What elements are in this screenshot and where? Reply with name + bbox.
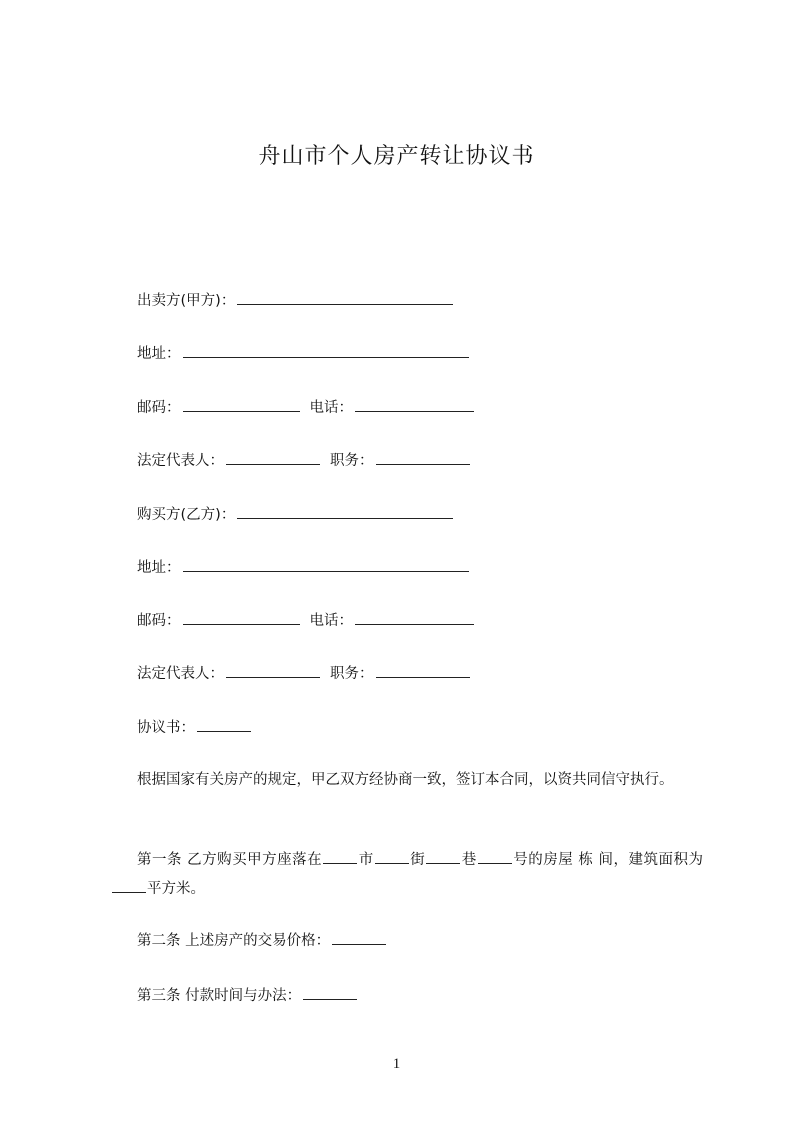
article-2-label: 第二条 上述房产的交易价格： xyxy=(137,933,331,949)
seller-party-line xyxy=(137,290,453,311)
buyer-party-line xyxy=(137,504,453,525)
agreement-line xyxy=(137,717,251,738)
agreement-label: 协议书： xyxy=(137,720,195,736)
number-blank xyxy=(478,849,512,864)
article-1-part-6: 平方米。 xyxy=(147,881,205,897)
article-1-paragraph xyxy=(111,846,703,904)
buyer-position-label: 职务： xyxy=(330,666,374,682)
seller-party-label: 出卖方(甲方)： xyxy=(137,293,236,309)
payment-blank xyxy=(303,985,357,1000)
buyer-position-blank xyxy=(376,663,470,678)
buyer-party-blank xyxy=(237,504,453,519)
seller-rep-blank xyxy=(226,450,320,465)
seller-phone-blank xyxy=(355,397,474,412)
buyer-party-label: 购买方(乙方)： xyxy=(137,507,236,523)
seller-address-label: 地址： xyxy=(137,346,181,362)
buyer-rep-blank xyxy=(226,663,320,678)
buyer-rep-label: 法定代表人： xyxy=(137,666,224,682)
seller-position-label: 职务： xyxy=(330,453,374,469)
seller-address-line xyxy=(137,343,469,364)
lane-blank xyxy=(426,849,460,864)
street-blank xyxy=(375,849,409,864)
buyer-postcode-label: 邮码： xyxy=(137,613,181,629)
area-blank xyxy=(112,878,146,893)
document-title: 舟山市个人房产转让协议书 xyxy=(258,144,535,169)
article-2-line xyxy=(137,930,386,951)
seller-contact-line xyxy=(137,397,474,418)
seller-rep-label: 法定代表人： xyxy=(137,453,224,469)
seller-position-blank xyxy=(376,450,470,465)
seller-postcode-label: 邮码： xyxy=(137,400,181,416)
agreement-blank xyxy=(197,717,251,732)
buyer-phone-blank xyxy=(355,610,474,625)
buyer-address-line xyxy=(137,557,469,578)
article-3-label: 第三条 付款时间与办法： xyxy=(137,988,302,1004)
article-1-part-5: 号的房屋 栋 间，建筑面积为 xyxy=(512,852,704,868)
seller-phone-label: 电话： xyxy=(309,400,353,416)
article-3-line xyxy=(137,985,357,1006)
buyer-contact-line xyxy=(137,610,474,631)
seller-party-blank xyxy=(237,290,453,305)
article-1-part-2: 市 xyxy=(358,852,374,868)
buyer-postcode-blank xyxy=(183,610,300,625)
price-blank xyxy=(332,930,386,945)
seller-rep-line xyxy=(137,450,470,471)
article-1-part-3: 街 xyxy=(409,852,426,868)
city-blank xyxy=(323,849,357,864)
buyer-rep-line xyxy=(137,663,470,684)
seller-postcode-blank xyxy=(183,397,300,412)
buyer-address-label: 地址： xyxy=(137,560,181,576)
buyer-phone-label: 电话： xyxy=(309,613,353,629)
seller-address-blank xyxy=(183,343,469,358)
page-number: 1 xyxy=(392,1056,401,1072)
buyer-address-blank xyxy=(183,557,469,572)
article-1-part-4: 巷 xyxy=(461,852,477,868)
article-1-part-1: 第一条 乙方购买甲方座落在 xyxy=(137,852,323,868)
intro-paragraph: 根据国家有关房产的规定，甲乙双方经协商一致，签订本合同，以资共同信守执行。 xyxy=(137,772,674,788)
